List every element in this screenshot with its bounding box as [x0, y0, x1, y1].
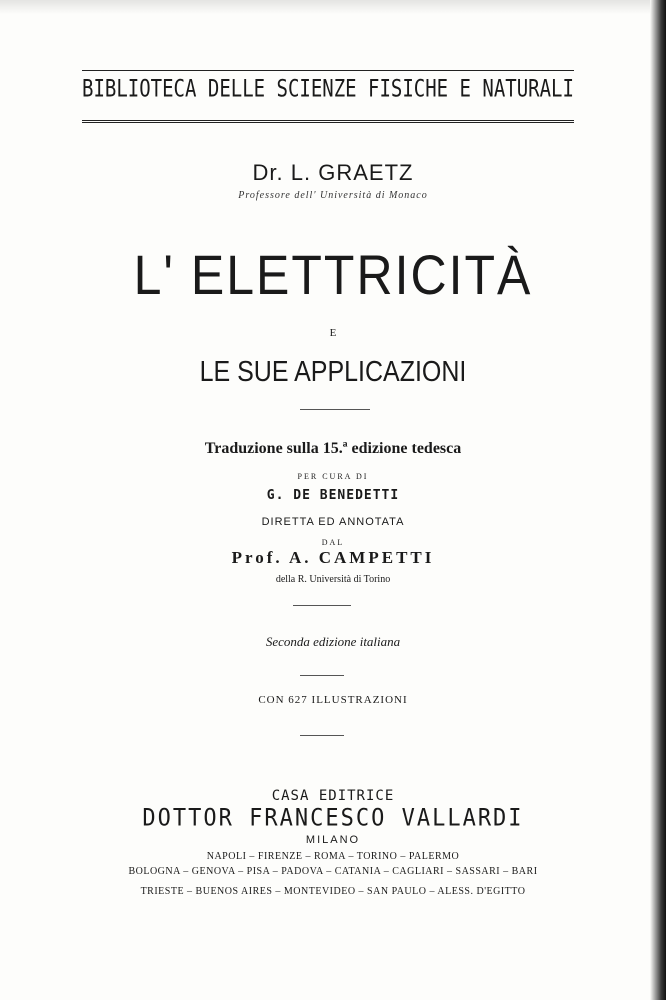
- by-label: DAL: [321, 538, 345, 547]
- publisher-branches: BOLOGNA – GENOVA – PISA – PADOVA – CATANIA – CAGLIARI – SASSARI – BARI: [128, 866, 538, 877]
- annotator-name: Prof. A. CAMPETTI: [231, 548, 435, 567]
- translation-note: Traduzione sulla 15.ª edizione tedesca: [204, 440, 462, 457]
- author-name: Dr. L. GRAETZ: [252, 160, 414, 185]
- series-top-rule: [82, 70, 574, 71]
- publisher-name: DOTTOR FRANCESCO VALLARDI: [142, 804, 524, 833]
- translator-name: G. DE BENEDETTI: [266, 488, 400, 503]
- page-edge-shadow: [0, 0, 666, 14]
- series-bottom-rule: [82, 120, 574, 123]
- divider-rule: [300, 735, 344, 736]
- edition-note: Seconda edizione italiana: [265, 634, 401, 649]
- book-subtitle: LE SUE APPLICAZIONI: [199, 355, 467, 389]
- illustrations-note: CON 627 ILLUSTRAZIONI: [258, 694, 408, 706]
- publisher-branches: TRIESTE – BUENOS AIRES – MONTEVIDEO – SAN PAULO – ALESS. D'EGITTO: [140, 886, 526, 897]
- directed-label: DIRETTA ED ANNOTATA: [261, 516, 405, 528]
- annotator-affiliation: della R. Università di Torino: [275, 574, 391, 585]
- author-role: Professore dell' Università di Monaco: [238, 190, 428, 201]
- divider-rule: [300, 675, 344, 676]
- publisher-branches: NAPOLI – FIRENZE – ROMA – TORINO – PALERMO: [206, 851, 460, 862]
- title-conjunction: E: [329, 327, 337, 339]
- publisher-label: CASA EDITRICE: [271, 788, 395, 804]
- divider-rule: [300, 409, 370, 410]
- publisher-city: MILANO: [305, 834, 361, 846]
- curated-by-label: PER CURA DI: [297, 472, 369, 481]
- divider-rule: [293, 605, 351, 606]
- series-title: BIBLIOTECA DELLE SCIENZE FISICHE E NATURALI: [82, 75, 574, 103]
- book-title: L' ELETTRICITÀ: [133, 243, 533, 307]
